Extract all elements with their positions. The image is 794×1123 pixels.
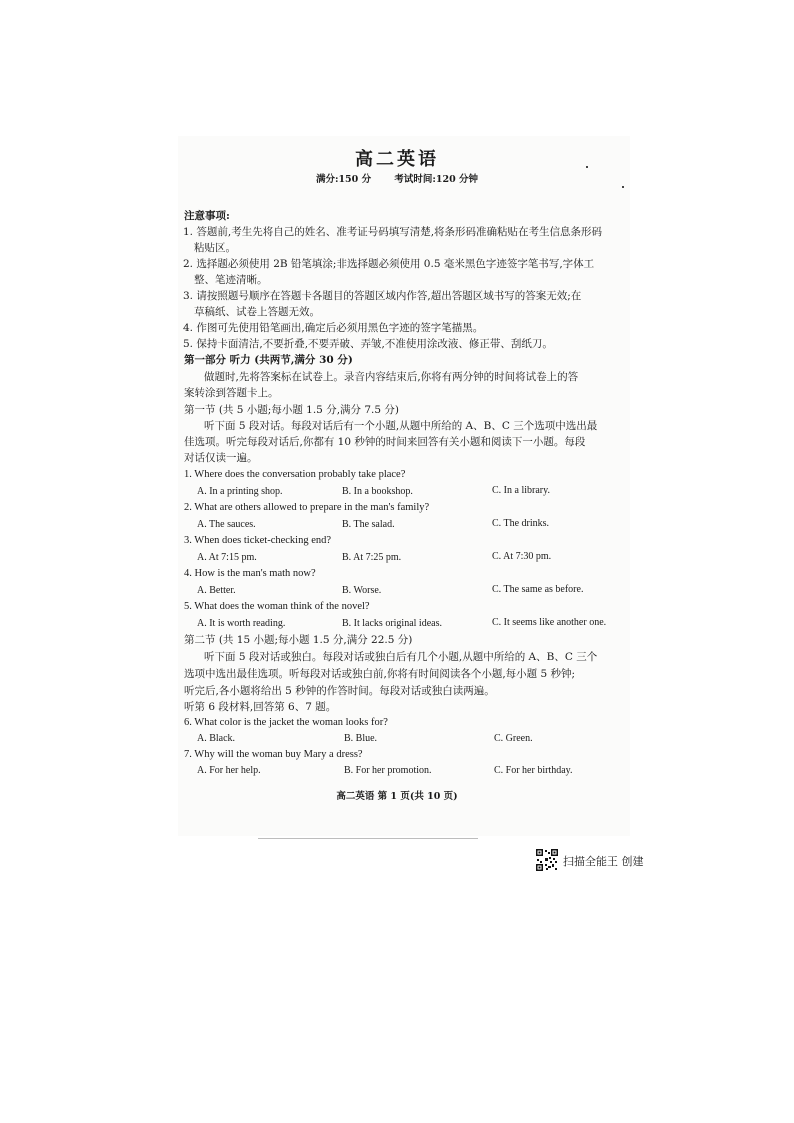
question-stem: 2. What are others allowed to prepare in the man's family? bbox=[184, 502, 430, 513]
question-stem: 4. How is the man's math now? bbox=[184, 568, 316, 579]
option-a: A. It is worth reading. bbox=[197, 618, 286, 629]
option-b: B. At 7:25 pm. bbox=[342, 552, 402, 563]
section1-intro: 听下面 5 段对话。每段对话后有一个小题,从题中所给的 A、B、C 三个选项中选出最 bbox=[204, 420, 598, 432]
section2-intro: 听完后,各小题将给出 5 秒钟的作答时间。每段对话或独白读两遍。 bbox=[184, 685, 495, 697]
option-a: A. Black. bbox=[197, 733, 236, 744]
question-stem: 1. Where does the conversation probably take place? bbox=[184, 469, 406, 480]
option-b: B. Blue. bbox=[344, 733, 378, 744]
option-c: C. In a library. bbox=[492, 485, 550, 496]
notice-heading: 注意事项: bbox=[184, 210, 230, 222]
scanner-watermark: 扫描全能王 创建 bbox=[563, 855, 644, 868]
option-c: C. The drinks. bbox=[492, 518, 550, 529]
option-a: A. Better. bbox=[197, 585, 236, 596]
exam-title: 高二英语 bbox=[355, 149, 439, 170]
part1-heading: 第一部分 听力 (共两节,满分 30 分) bbox=[184, 354, 353, 366]
question-stem: 3. When does ticket-checking end? bbox=[184, 535, 332, 546]
option-b: B. For her promotion. bbox=[344, 765, 432, 776]
exam-time: 考试时间:120 分钟 bbox=[394, 174, 479, 185]
full-score: 满分:150 分 bbox=[315, 174, 372, 185]
page-footer: 高二英语 第 1 页(共 10 页) bbox=[336, 791, 458, 802]
option-b: B. The salad. bbox=[342, 519, 395, 530]
option-b: B. Worse. bbox=[342, 585, 382, 596]
notice-line: 粘贴区。 bbox=[194, 242, 236, 254]
question-stem: 6. What color is the jacket the woman looks for? bbox=[184, 717, 388, 728]
part1-intro: 做题时,先将答案标在试卷上。录音内容结束后,你将有两分钟的时间将试卷上的答 bbox=[204, 371, 579, 383]
notice-line: 4. 作图可先使用铅笔画出,确定后必须用黑色字迹的签字笔描黑。 bbox=[183, 322, 484, 334]
option-a: A. The sauces. bbox=[197, 519, 256, 530]
option-c: C. At 7:30 pm. bbox=[492, 551, 552, 562]
option-b: B. In a bookshop. bbox=[342, 486, 413, 497]
material-instruction: 听第 6 段材料,回答第 6、7 题。 bbox=[184, 701, 337, 713]
question-stem: 7. Why will the woman buy Mary a dress? bbox=[184, 749, 363, 760]
question-stem: 5. What does the woman think of the novel? bbox=[184, 601, 370, 612]
option-a: A. At 7:15 pm. bbox=[197, 552, 257, 563]
option-c: C. For her birthday. bbox=[494, 765, 573, 776]
section2-intro: 选项中选出最佳选项。听每段对话或独白前,你将有时间阅读各个小题,每小题 5 秒钟; bbox=[184, 668, 576, 680]
notice-line: 3. 请按照题号顺序在答题卡各题目的答题区域内作答,超出答题区域书写的答案无效;在 bbox=[183, 290, 582, 302]
notice-line: 草稿纸、试卷上答题无效。 bbox=[194, 306, 320, 318]
scan-speck bbox=[622, 186, 624, 188]
option-c: C. The same as before. bbox=[492, 584, 584, 595]
notice-line: 整、笔迹清晰。 bbox=[194, 274, 268, 286]
exam-meta bbox=[0, 171, 794, 185]
section1-intro: 对话仅读一遍。 bbox=[184, 452, 258, 464]
notice-line: 1. 答题前,考生先将自己的姓名、准考证号码填写清楚,将条形码准确粘贴在考生信息条形码 bbox=[183, 226, 603, 238]
option-a: A. For her help. bbox=[197, 765, 261, 776]
option-b: B. It lacks original ideas. bbox=[342, 618, 442, 629]
notice-line: 2. 选择题必须使用 2B 铅笔填涂;非选择题必须使用 0.5 毫米黑色字迹签字笔书写,字体工 bbox=[183, 258, 595, 270]
section2-intro: 听下面 5 段对话或独白。每段对话或独白后有几个小题,从题中所给的 A、B、C 三个 bbox=[204, 651, 598, 663]
part1-intro: 案转涂到答题卡上。 bbox=[184, 387, 279, 399]
notice-line: 5. 保持卡面清洁,不要折叠,不要弄破、弄皱,不准使用涂改液、修正带、刮纸刀。 bbox=[183, 338, 553, 350]
option-c: C. Green. bbox=[494, 733, 533, 744]
option-a: A. In a printing shop. bbox=[197, 486, 283, 497]
qr-code-icon bbox=[536, 849, 558, 871]
option-c: C. It seems like another one. bbox=[492, 617, 607, 628]
section2-heading: 第二节 (共 15 小题;每小题 1.5 分,满分 22.5 分) bbox=[184, 634, 413, 646]
divider bbox=[258, 838, 478, 839]
section1-heading: 第一节 (共 5 小题;每小题 1.5 分,满分 7.5 分) bbox=[184, 404, 400, 416]
section1-intro: 佳选项。听完每段对话后,你都有 10 秒钟的时间来回答有关小题和阅读下一小题。每段 bbox=[184, 436, 586, 448]
